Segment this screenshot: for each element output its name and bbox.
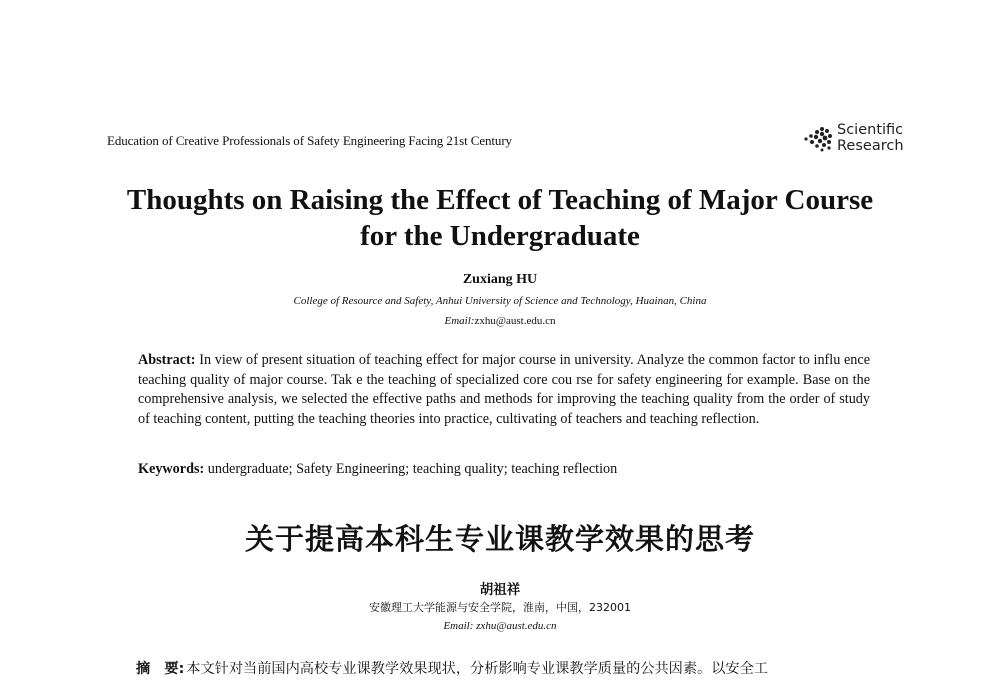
author-name: Zuxiang HU xyxy=(462,272,538,287)
chinese-email xyxy=(100,620,900,632)
running-head: Education of Creative Professionals of Safety Engineering Facing 21st Century xyxy=(107,133,512,148)
chinese-abstract-text: 本文针对当前国内高校专业课教学效果现状，分析影响专业课教学质量的公共因素。以安全工 xyxy=(186,661,768,677)
chinese-affiliation: 安徽理工大学能源与安全学院，淮南，中国，232001 xyxy=(369,601,631,614)
chinese-title: 关于提高本科生专业课教学效果的思考 xyxy=(244,522,755,556)
chinese-email-address: zxhu@aust.edu.cn xyxy=(476,620,557,632)
chinese-email-label: Email: xyxy=(443,620,474,632)
email-label: Email: xyxy=(444,315,475,327)
paper-title xyxy=(100,182,900,254)
scientific-research-logo xyxy=(802,122,902,158)
keywords-label: Keywords: xyxy=(138,461,205,477)
abstract-label: Abstract: xyxy=(138,352,196,368)
chinese-abstract-label: 摘 要: xyxy=(136,661,185,677)
logo-text xyxy=(837,122,904,154)
keywords xyxy=(138,461,870,478)
chinese-abstract xyxy=(136,658,876,678)
logo-line-scientific: Scientific xyxy=(837,122,904,138)
abstract-text: In view of present situation of teaching effect for major course in university. Analyze the common factor to influ ence teaching quality of major course. Tak e the teaching of specialized core cou rse for safety engineering for example. Base on the comprehensive analysis, we selected the effective paths and methods for improving the teaching quality from the order of study of teaching content, putting the teaching theories into practice, cultivating of teachers and teaching reflection. xyxy=(138,352,871,427)
author-affiliation: College of Resource and Safety, Anhui University of Science and Technology, Huainan, China xyxy=(293,295,707,307)
author-email xyxy=(100,315,900,327)
logo-line-research: Research xyxy=(837,138,904,154)
abstract xyxy=(138,351,870,429)
paper-title-line-2: for the Undergraduate xyxy=(360,220,640,252)
email-address: zxhu@aust.edu.cn xyxy=(474,315,556,327)
chinese-author-name: 胡祖祥 xyxy=(479,582,521,598)
dots-logo-icon xyxy=(802,126,836,152)
paper-title-line-1: Thoughts on Raising the Effect of Teaching of Major Course xyxy=(126,184,874,216)
keywords-text: undergraduate; Safety Engineering; teaching quality; teaching reflection xyxy=(207,461,618,477)
